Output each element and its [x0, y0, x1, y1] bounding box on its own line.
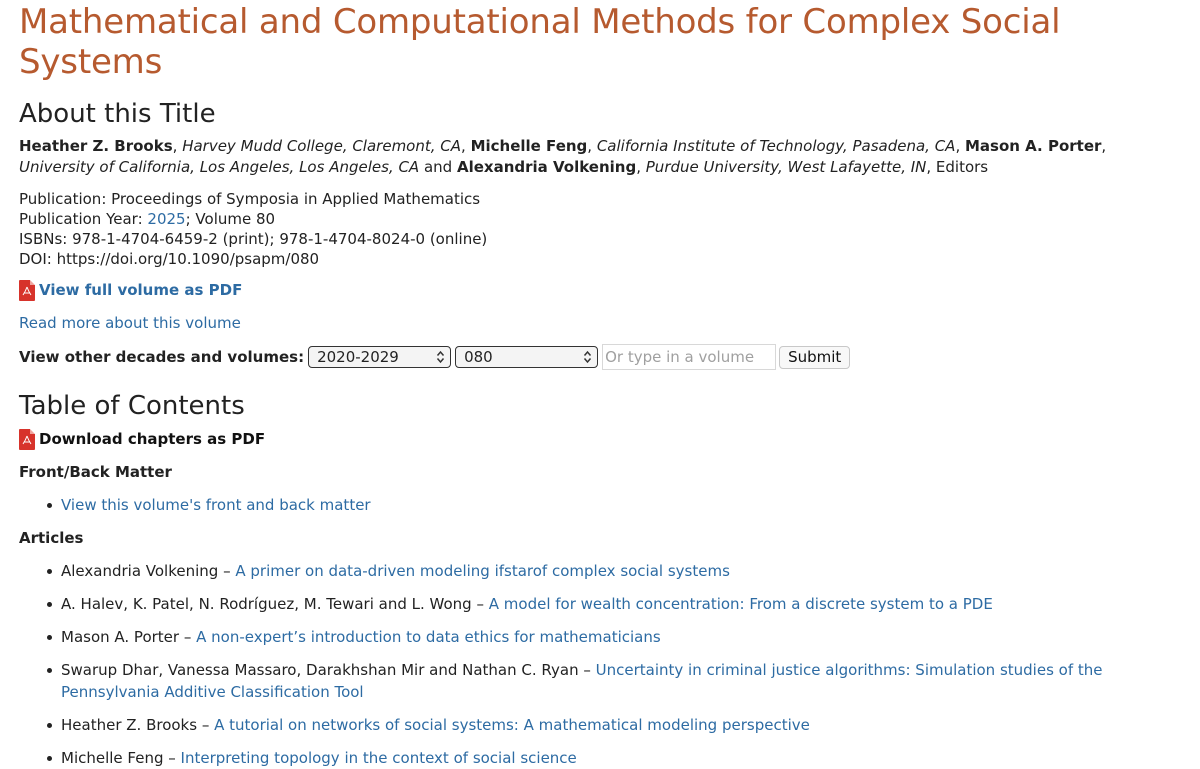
- toc-heading: Table of Contents: [19, 391, 245, 421]
- articles-heading: Articles: [19, 529, 84, 547]
- editors-line: Heather Z. Brooks, Harvey Mudd College, Claremont, CA, Michelle Feng, California Institute of Technology, Pasadena, CA, Mason A. Porter, University of California, Los Angeles, Los Angeles, CA and Alexandria Volkening, Purdue University, West Lafayette, IN, Editors: [19, 137, 1107, 176]
- editor-separator: ,: [955, 137, 965, 155]
- publication-year-label: Publication Year:: [19, 210, 148, 228]
- article-title-link[interactable]: A model for wealth concentration: From a discrete system to a PDE: [488, 595, 993, 613]
- article-item: [61, 747, 1200, 769]
- article-title-link[interactable]: Interpreting topology in the context of social science: [180, 749, 577, 767]
- front-back-heading: Front/Back Matter: [19, 463, 172, 481]
- article-authors: A. Halev, K. Patel, N. Rodríguez, M. Tewari and L. Wong: [61, 595, 472, 613]
- download-chapters-row: [19, 427, 1200, 451]
- isbns: ISBNs: 978-1-4704-6459-2 (print); 978-1-4704-8024-0 (online): [19, 230, 488, 248]
- editor-affiliation: Purdue University, West Lafayette, IN: [645, 158, 927, 176]
- front-back-list: [19, 494, 1200, 516]
- dash: –: [163, 749, 181, 767]
- article-item: [61, 560, 1200, 582]
- doi: DOI: https://doi.org/10.1090/psapm/080: [19, 250, 320, 268]
- article-title-link[interactable]: A non-expert’s introduction to data ethics for mathematicians: [196, 628, 661, 646]
- volume-nav-label: View other decades and volumes:: [19, 348, 305, 366]
- article-title-link[interactable]: A primer on data-driven modeling ifstarof complex social systems: [235, 562, 730, 580]
- dash: –: [218, 562, 236, 580]
- dash: –: [578, 661, 596, 679]
- volume-navigation: [19, 343, 1200, 371]
- select-arrows-icon: [437, 350, 444, 364]
- page-title: Mathematical and Computational Methods for Complex Social Systems: [19, 2, 1061, 82]
- editor-affiliation: University of California, Los Angeles, Los Angeles, CA: [19, 158, 420, 176]
- volume-select-value: 080: [464, 348, 493, 366]
- article-authors: Heather Z. Brooks: [61, 716, 198, 734]
- volume-input[interactable]: [602, 344, 776, 370]
- list-item: [61, 494, 1200, 516]
- publication-year-link[interactable]: 2025: [147, 210, 186, 228]
- editor-name: Heather Z. Brooks: [19, 137, 173, 155]
- article-title-link[interactable]: A tutorial on networks of social systems: A mathematical modeling perspective: [214, 716, 810, 734]
- view-pdf-row: [19, 278, 1200, 302]
- pdf-icon: [19, 280, 35, 301]
- view-full-volume-pdf-link[interactable]: View full volume as PDF: [39, 281, 243, 299]
- article-authors: Alexandria Volkening: [61, 562, 219, 580]
- article-item: [61, 593, 1200, 615]
- editor-name: Alexandria Volkening: [456, 158, 637, 176]
- article-item: [61, 626, 1200, 648]
- pdf-icon: [19, 429, 35, 450]
- publication-year-line: [19, 209, 1200, 229]
- dash: –: [197, 716, 215, 734]
- editor-name: Mason A. Porter: [964, 137, 1102, 155]
- article-authors: Mason A. Porter: [61, 628, 180, 646]
- article-item: [61, 714, 1200, 736]
- dash: –: [471, 595, 489, 613]
- article-authors: Swarup Dhar, Vanessa Massaro, Darakhshan Mir and Nathan C. Ryan: [61, 661, 579, 679]
- publication-series: Publication: Proceedings of Symposia in Applied Mathematics: [19, 190, 481, 208]
- article-authors: Michelle Feng: [61, 749, 164, 767]
- read-more-link[interactable]: Read more about this volume: [19, 314, 241, 332]
- article-item: [61, 659, 1151, 703]
- read-more-row: [19, 312, 1200, 334]
- download-chapters-pdf-link[interactable]: Download chapters as PDF: [39, 430, 266, 448]
- decade-select[interactable]: [308, 346, 451, 368]
- front-back-matter-link[interactable]: View this volume's front and back matter: [61, 496, 371, 514]
- articles-list: [19, 560, 1200, 769]
- editor-separator: , Editors: [926, 158, 989, 176]
- editor-name: Michelle Feng: [470, 137, 588, 155]
- about-heading: About this Title: [19, 99, 216, 129]
- editor-separator: ,: [461, 137, 471, 155]
- dash: –: [179, 628, 197, 646]
- article-title-link[interactable]: Uncertainty in criminal justice algorithms: Simulation studies of the Pennsylvania Additive Classification Tool: [61, 661, 1103, 701]
- editor-affiliation: Harvey Mudd College, Claremont, CA: [182, 137, 462, 155]
- volume-number: ; Volume 80: [185, 210, 276, 228]
- editor-affiliation: California Institute of Technology, Pasadena, CA: [596, 137, 956, 155]
- publication-info: [19, 189, 1200, 269]
- select-arrows-icon: [584, 350, 591, 364]
- submit-button[interactable]: Submit: [779, 346, 850, 369]
- decade-select-value: 2020-2029: [317, 348, 399, 366]
- editor-separator: and: [419, 158, 457, 176]
- volume-select[interactable]: [455, 346, 598, 368]
